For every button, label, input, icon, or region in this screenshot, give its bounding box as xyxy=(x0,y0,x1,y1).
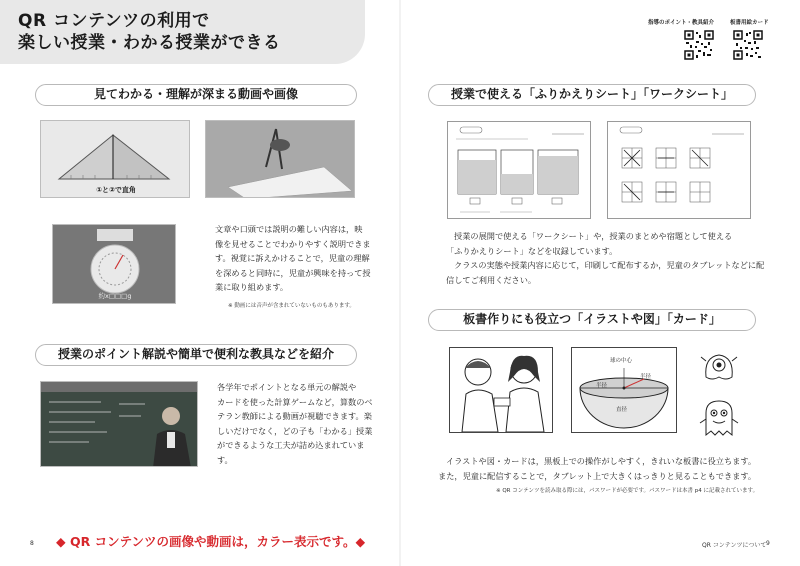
text-line: カードを使った計算ゲームなど，算数のベ xyxy=(217,396,373,407)
section2-description xyxy=(217,380,377,468)
photo-compass[interactable] xyxy=(205,120,355,198)
photo-caption: ①と②で直角 xyxy=(96,186,136,194)
text-line: しいだけでなく，どの子も「わかる」授業 xyxy=(217,425,373,436)
section-heading-worksheets: 授業で使える「ふりかえりシート」「ワークシート」 xyxy=(428,84,756,106)
footer-section-label: QR コンテンツについて xyxy=(702,542,767,549)
text-line: 文章や口頭では説明の難しい内容は，映 xyxy=(215,224,363,234)
banner-title-line1: QR コンテンツの利用で xyxy=(18,11,210,31)
text-line: イラストや図・カードは，黒板上での操作がしやすく，きれいな板書に役立ちます。 xyxy=(446,456,757,466)
compass-illustration xyxy=(206,121,355,198)
illustration-children[interactable] xyxy=(449,347,553,433)
illustrations-description xyxy=(438,454,790,483)
audio-note: ※ 動画には音声が含まれていないものもあります。 xyxy=(228,303,355,309)
ghost-icon xyxy=(698,397,740,439)
worksheet-thumbnail[interactable] xyxy=(607,121,751,219)
text-line: す。視覚に訴えかけることで，児童の理解 xyxy=(215,253,370,264)
text-line: テラン教師による動画が視聴できます。楽 xyxy=(217,411,372,422)
text-line: 業に取り組めます。 xyxy=(215,282,289,293)
worksheets-description xyxy=(446,229,791,287)
teacher-video-illustration xyxy=(41,382,198,467)
page-number-right: 9 xyxy=(766,540,770,547)
photo-scale[interactable] xyxy=(52,224,176,304)
text-line: 各学年でポイントとなる単元の解説や xyxy=(217,382,357,392)
card-character-one-eye[interactable] xyxy=(700,347,738,385)
text-line: ができるような工夫が詰め込まれていま xyxy=(217,440,365,451)
scale-reading: 約ⅹ□□□g xyxy=(98,292,132,300)
password-note: ※ QR コンテンツを読み取る際には，パスワードが必要です。パスワードは本書 p4 に記載されています。 xyxy=(496,488,759,494)
label-radius-right: 半径 xyxy=(640,374,652,380)
label-radius-left: 半径 xyxy=(596,383,608,389)
section-heading-videos-images: 見てわかる・理解が深まる動画や画像 xyxy=(35,84,357,106)
qr-code-icon xyxy=(733,30,763,60)
photo-set-squares[interactable] xyxy=(40,120,190,198)
text-line: 授業の展開で使える「ワークシート」や，授業のまとめや宿題として使える xyxy=(454,231,733,241)
label-diameter: 直径 xyxy=(616,407,628,413)
text-line: また，児童に配信することで，タブレット上で大きくはっきりと見ることもできます。 xyxy=(438,470,757,481)
qr-label-teaching-points: 指導のポイント・教具紹介 xyxy=(648,20,715,26)
qr-code-board-cards[interactable] xyxy=(733,30,763,60)
text-line: す。 xyxy=(217,454,233,465)
section1-description xyxy=(215,222,375,295)
qr-code-teaching-points[interactable] xyxy=(684,30,714,60)
children-illustration xyxy=(450,348,552,432)
qr-code-icon xyxy=(684,30,714,60)
text-line: クラスの実態や授業内容に応じて，印刷して配布するか，児童のタブレットなどに配 xyxy=(454,260,765,271)
color-notice: ◆ QR コンテンツの画像や動画は，カラー表示です。◆ xyxy=(56,534,366,549)
section-heading-illustrations-cards: 板書作りにも役立つ「イラストや図」「カード」 xyxy=(428,309,756,331)
photo-teacher-video[interactable] xyxy=(40,381,198,467)
text-line: を深めると同時に，児童が興味を持って授 xyxy=(215,267,371,278)
text-line: 像を見せることでわかりやすく説明できま xyxy=(215,238,371,249)
reflection-sheet-thumbnail[interactable] xyxy=(447,121,591,219)
worksheet-illustration xyxy=(608,122,750,218)
card-character-ghost[interactable] xyxy=(698,397,740,439)
label-sphere-center: 球の中心 xyxy=(610,358,633,364)
monster-icon xyxy=(700,347,738,385)
text-line: 「ふりかえりシート」などを収録しています。 xyxy=(446,245,618,256)
text-line: 信してご利用ください。 xyxy=(446,274,537,285)
header-banner xyxy=(0,0,365,64)
reflection-sheet-illustration xyxy=(448,122,590,218)
right-page xyxy=(400,0,800,566)
section-heading-teaching-points: 授業のポイント解説や簡単で便利な教具などを紹介 xyxy=(35,344,357,366)
qr-label-board-cards: 板書用絵カード xyxy=(730,20,769,26)
banner-title-line2: 楽しい授業・わかる授業ができる xyxy=(18,33,281,53)
page-number-left: 8 xyxy=(30,540,34,547)
illustration-hemisphere-diagram[interactable] xyxy=(571,347,677,433)
